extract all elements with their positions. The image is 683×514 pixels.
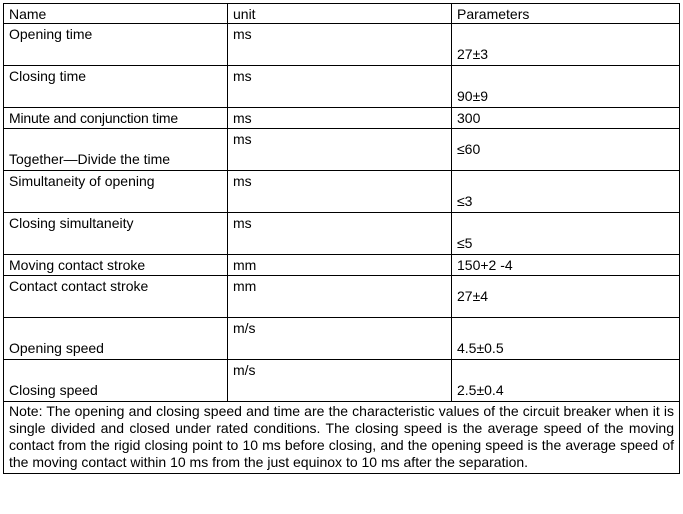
table-row <box>4 129 680 171</box>
row-name: Opening time <box>4 24 228 66</box>
table-row <box>4 108 680 129</box>
row-unit: ms <box>228 213 452 255</box>
parameters-table <box>3 3 680 474</box>
row-unit: ms <box>228 129 452 171</box>
row-unit: ms <box>228 108 452 129</box>
table-row <box>4 255 680 276</box>
row-value: ≤5 <box>452 213 680 255</box>
row-value: 27±3 <box>452 24 680 66</box>
row-unit: mm <box>228 255 452 276</box>
row-unit: m/s <box>228 360 452 402</box>
row-value: 150+2 -4 <box>452 255 680 276</box>
row-unit: m/s <box>228 318 452 360</box>
header-row <box>4 4 680 24</box>
row-name: Moving contact stroke <box>4 255 228 276</box>
row-name: Closing simultaneity <box>4 213 228 255</box>
table-row <box>4 171 680 213</box>
header-parameters: Parameters <box>452 4 680 24</box>
row-value: 2.5±0.4 <box>452 360 680 402</box>
table-row <box>4 66 680 108</box>
table-row <box>4 24 680 66</box>
row-value: 300 <box>452 108 680 129</box>
row-unit: ms <box>228 171 452 213</box>
row-value: 90±9 <box>452 66 680 108</box>
row-name: Closing speed <box>4 360 228 402</box>
table-row <box>4 276 680 318</box>
header-unit: unit <box>228 4 452 24</box>
row-name: Closing time <box>4 66 228 108</box>
row-name: Opening speed <box>4 318 228 360</box>
row-unit: ms <box>228 24 452 66</box>
table-row <box>4 318 680 360</box>
row-value: 4.5±0.5 <box>452 318 680 360</box>
row-name: Together—Divide the time <box>4 129 228 171</box>
row-value: 27±4 <box>452 276 680 318</box>
note-row <box>4 402 680 474</box>
note-text: Note: The opening and closing speed and time are the characteristic values of the circuit breaker when it is single divided and closed under rated conditions. The closing speed is the average speed of the moving contact from the rigid closing point to 10 ms before closing, and the opening speed is the average speed of the moving contact within 10 ms from the just equinox to 10 ms after the separation. <box>4 402 680 474</box>
header-name: Name <box>4 4 228 24</box>
row-unit: mm <box>228 276 452 318</box>
row-value: ≤60 <box>452 129 680 171</box>
table-row <box>4 360 680 402</box>
table-row <box>4 213 680 255</box>
row-name: Simultaneity of opening <box>4 171 228 213</box>
row-unit: ms <box>228 66 452 108</box>
row-name: Minute and conjunction time <box>4 108 228 129</box>
row-name: Contact contact stroke <box>4 276 228 318</box>
row-value: ≤3 <box>452 171 680 213</box>
